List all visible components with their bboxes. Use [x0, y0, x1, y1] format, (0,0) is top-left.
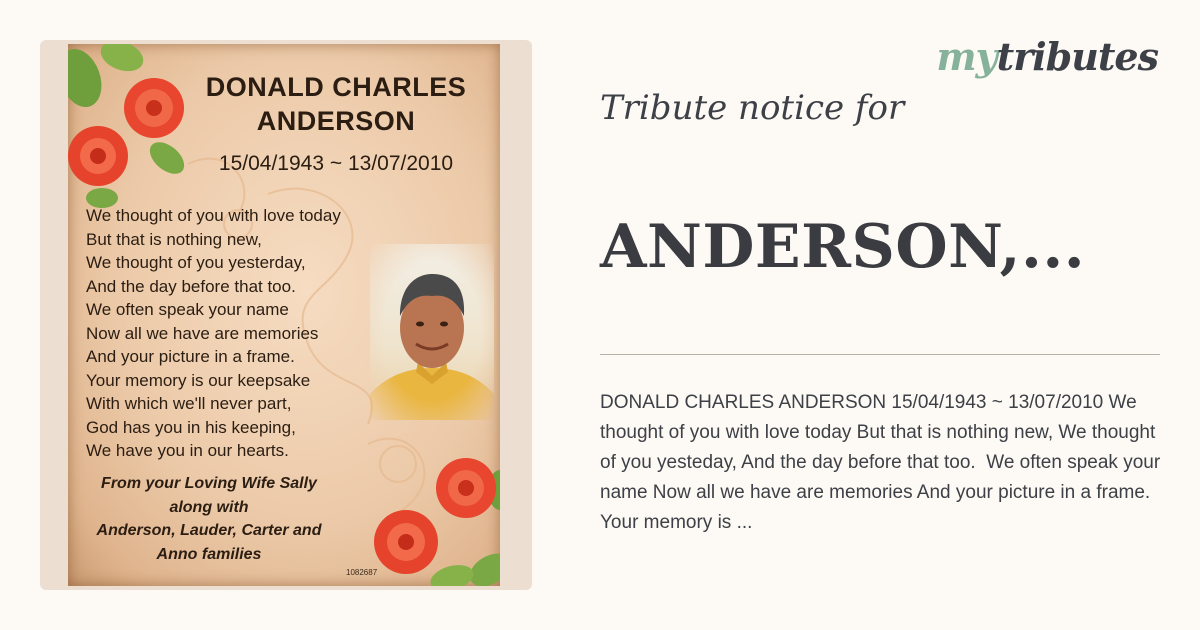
poem-line: We thought of you with love today	[86, 206, 341, 225]
mytributes-logo[interactable]	[936, 34, 1158, 79]
tribute-notice-label: Tribute notice for	[600, 88, 905, 128]
notice-name	[186, 70, 486, 138]
deceased-name-heading: ANDERSON,...	[600, 212, 1086, 282]
notice-from	[84, 472, 334, 566]
notice-dates: 15/04/1943 ~ 13/07/2010	[218, 152, 454, 175]
from-line: From your Loving Wife Sally	[101, 475, 317, 492]
poem-line: Now all we have are memories	[86, 323, 319, 343]
poem-line: We have you in our hearts.	[86, 441, 289, 460]
portrait-photo	[370, 244, 494, 420]
poem-line: And the day before that too.	[86, 276, 296, 296]
poem-line: We thought of you yesterday,	[86, 253, 306, 272]
from-line: Anderson, Lauder, Carter and	[96, 522, 322, 539]
poem-line: But that is nothing new,	[86, 229, 262, 249]
notice-reference-number: 1082687	[346, 568, 378, 577]
portrait-figure	[370, 244, 494, 420]
rose-cluster-top	[68, 44, 192, 208]
notice-image[interactable]	[68, 44, 500, 586]
notice-name-line2: ANDERSON	[256, 106, 416, 136]
poem-line: And your picture in a frame.	[86, 347, 295, 366]
logo-suffix: tributes	[996, 34, 1158, 79]
notice-poem	[86, 204, 386, 463]
from-line: Anno families	[156, 545, 262, 563]
poem-line: Your memory is our keepsake	[86, 370, 311, 390]
poem-line: God has you in his keeping,	[86, 417, 296, 437]
logo-prefix: my	[936, 34, 997, 79]
from-line: along with	[169, 498, 249, 516]
notice-name-line1: DONALD CHARLES	[205, 72, 467, 102]
tribute-excerpt: DONALD CHARLES ANDERSON 15/04/1943 ~ 13/07/2010 We thought of you with love today But that is nothing new, We thought of you yesteday, And the day before that too. We often speak your name Now all we have are memories And your picture in a frame. Your memory is ...	[600, 392, 1166, 533]
divider	[600, 354, 1160, 355]
poem-line: With which we'll never part,	[86, 394, 292, 413]
poem-line: We often speak your name	[86, 300, 289, 319]
